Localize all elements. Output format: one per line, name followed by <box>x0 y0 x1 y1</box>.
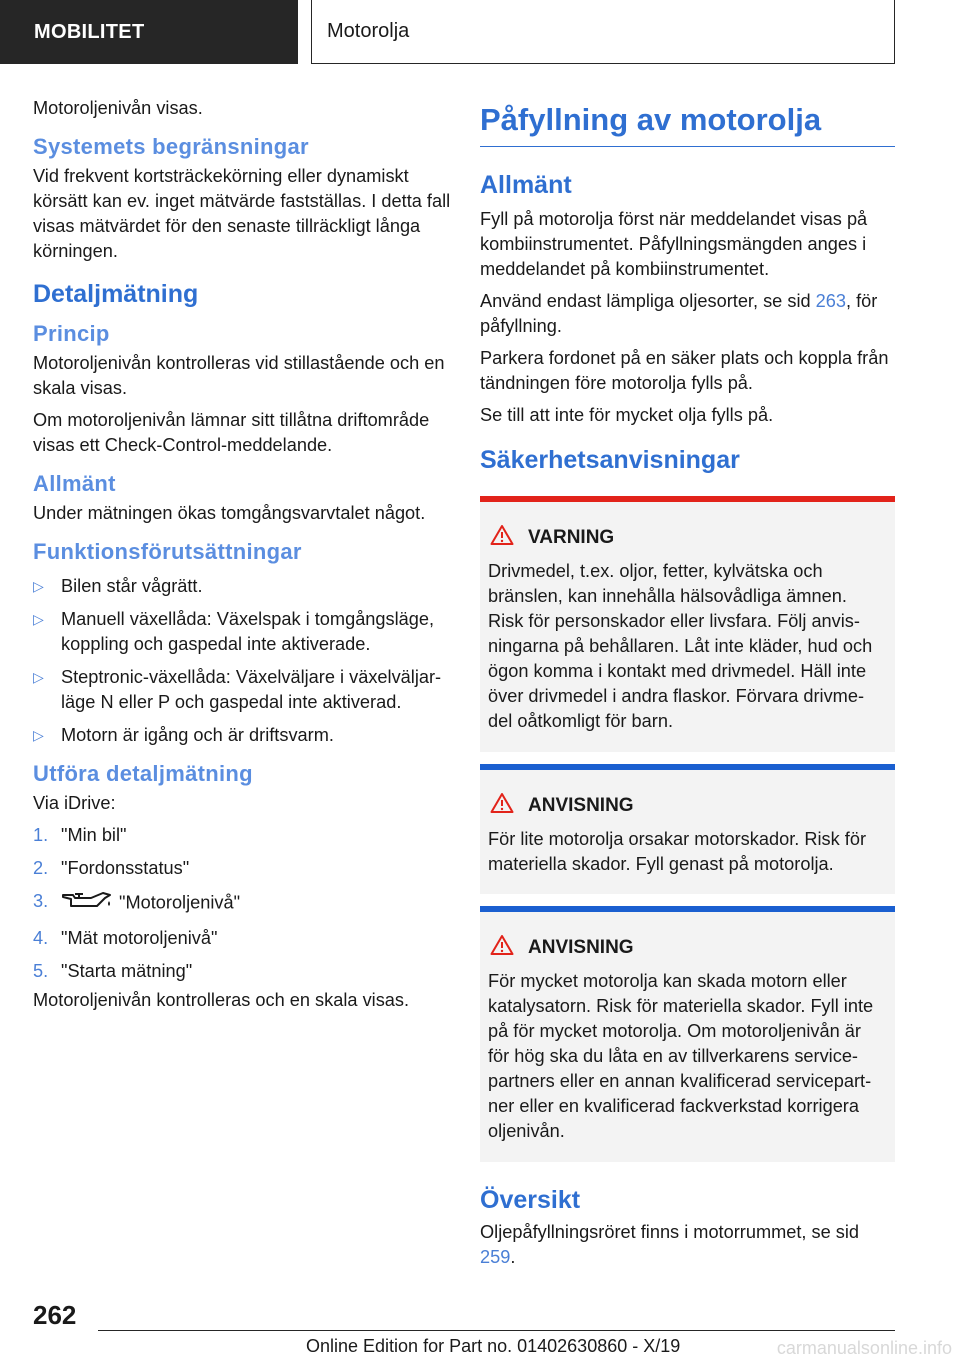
outro-text: Motoroljenivån kontrolleras och en skala visas. <box>33 990 410 1010</box>
triangle-bullet-icon: ▷ <box>33 611 44 627</box>
notice-box-1 <box>480 764 895 894</box>
header-section <box>0 0 298 64</box>
header-section-label: MOBILITET <box>34 20 145 43</box>
notice-title: ANVISNING <box>528 795 634 816</box>
warning-triangle-icon <box>490 524 514 552</box>
detail-heading: Detaljmätning <box>33 280 199 308</box>
principle-heading: Princip <box>33 321 110 346</box>
footer-divider <box>98 1330 895 1331</box>
perform-intro: Via iDrive: <box>33 793 116 813</box>
refill-general-heading: Allmänt <box>480 171 572 199</box>
list-item: 5. "Starta mätning" <box>33 961 193 981</box>
general-text: Under mätningen ökas tomgångsvarvtalet något. <box>33 503 426 523</box>
list-item: 4. "Mät motoroljenivå" <box>33 928 218 948</box>
principle-text-1: Motoroljenivån kontrolleras vid stillastående och en skala visas. <box>33 353 445 398</box>
right-column <box>480 96 895 1277</box>
refill-text-4: Se till att inte för mycket olja fylls på. <box>480 405 774 425</box>
page-link-263[interactable]: 263 <box>815 291 847 311</box>
triangle-bullet-icon: ▷ <box>33 727 44 743</box>
list-item: 2. "Fordonsstatus" <box>33 858 190 878</box>
list-item: ▷ Steptronic-växellåda: Växelväljare i växelväljar-läge N eller P och gaspedal inte aktiverad. <box>33 667 442 712</box>
general-heading: Allmänt <box>33 471 116 496</box>
warning-box <box>480 496 895 752</box>
refill-text-3: Parkera fordonet på en säker plats och koppla från tändningen före motorolja fylls på. <box>480 348 889 393</box>
list-item: ▷ Motorn är igång och är driftsvarm. <box>33 723 451 748</box>
warning-triangle-icon <box>490 792 514 820</box>
requirements-list <box>33 574 451 748</box>
list-item: ▷ Manuell växellåda: Växelspak i tomgångsläge, koppling och gaspedal inte aktiverade. <box>33 609 435 654</box>
steps-list <box>33 823 451 984</box>
warning-title: VARNING <box>528 527 615 548</box>
notice-text: För lite motorolja orsakar motorskador. Risk för materiella skador. Fyll genast på motorolja. <box>488 829 867 874</box>
header-chapter-label: Motorolja <box>327 20 410 42</box>
left-column <box>33 96 451 1020</box>
notice-title: ANVISNING <box>528 937 634 958</box>
notice-box-2 <box>480 906 895 1162</box>
overview-text: Oljepåfyllningsröret finns i motorrummet, se sid 259. <box>480 1222 860 1267</box>
safety-heading: Säkerhetsanvisningar <box>480 446 740 474</box>
page-link-259[interactable]: 259 <box>480 1247 511 1267</box>
warning-triangle-icon <box>490 934 514 962</box>
triangle-bullet-icon: ▷ <box>33 578 44 594</box>
refill-heading: Påfyllning av motorolja <box>480 100 895 147</box>
refill-text-1: Fyll på motorolja först när meddelandet visas på kombiinstrumentet. Påfyllningsmängden anges i meddelandet på kombiinstrumentet. <box>480 209 868 279</box>
header-chapter <box>311 0 895 64</box>
notice-text: För mycket motorolja kan skada motorn eller katalysatorn. Risk för materiella skador. Fyll inte på för mycket motorolja. Om motoroljenivån är för hög ska du låta en av tillverkarens service-partners eller en annan kvalificerad servicepart-ner eller en kvalificerad fackverkstad korrigera oljenivån. <box>488 971 874 1141</box>
principle-text-2: Om motoroljenivån lämnar sitt tillåtna driftområde visas ett Check-Control-meddelande. <box>33 410 430 455</box>
oil-can-icon <box>61 889 113 918</box>
warning-text: Drivmedel, t.ex. oljor, fetter, kylvätska och bränslen, kan innehålla hälsovådliga ämnen. Risk för personskador eller livsfara. Följ anvis-ningarna på behållaren. Låt inte kläder, hud och ögon komma i kontakt med drivmedel. Häll inte över drivmedel i andra flaskor. Förvara drivme-del oåtkomligt för barn. <box>488 561 873 731</box>
watermark: carmanualsonline.info <box>776 1338 952 1358</box>
list-item: ▷ Bilen står vågrätt. <box>33 574 451 599</box>
limits-heading: Systemets begränsningar <box>33 134 309 159</box>
list-item: 1. "Min bil" <box>33 825 127 845</box>
list-item: 3. "Motoroljenivå" <box>33 889 451 918</box>
overview-heading: Översikt <box>480 1186 581 1214</box>
perform-heading: Utföra detaljmätning <box>33 761 253 786</box>
page-number: 262 <box>33 1300 77 1330</box>
triangle-bullet-icon: ▷ <box>33 669 44 685</box>
edition-text: Online Edition for Part no. 01402630860 - X/19 <box>306 1336 681 1356</box>
limits-text: Vid frekvent kortsträckekörning eller dynamiskt körsätt kan ev. inget mätvärde fastställas. I detta fall visas mätvärdet för den senaste tillräckligt långa körningen. <box>33 166 451 261</box>
refill-text-2: Använd endast lämpliga oljesorter, se sid 263, för påfyllning. <box>480 291 878 336</box>
intro-text: Motoroljenivån visas. <box>33 98 203 118</box>
requirements-heading: Funktionsförutsättningar <box>33 539 302 564</box>
